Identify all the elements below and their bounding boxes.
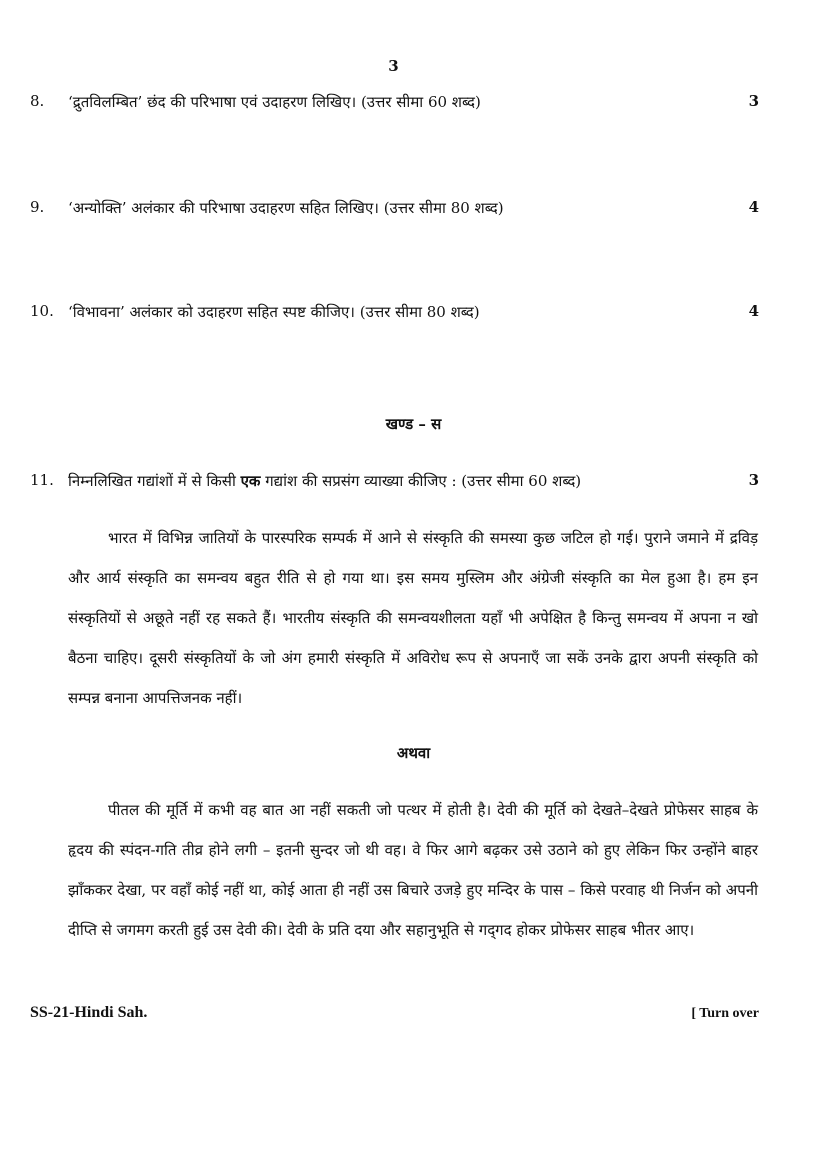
question-text: [68, 471, 581, 491]
section-heading: खण्ड – स: [385, 415, 442, 433]
question-number: 9.: [30, 198, 45, 216]
question-text-part: निम्नलिखित गद्यांशों में से किसी: [68, 472, 241, 490]
turn-over-note: [ Turn over: [691, 1006, 759, 1021]
or-heading: अथवा: [396, 744, 431, 762]
question-number: 11.: [30, 471, 54, 489]
question-text: ‘विभावना’ अलंकार को उदाहरण सहित स्पष्ट कीजिए। (उत्तर सीमा 80 शब्द): [68, 303, 480, 321]
question-text: ‘द्रुतविलम्बित’ छंद की परिभाषा एवं उदाहरण लिखिए। (उत्तर सीमा 60 शब्द): [68, 93, 481, 111]
passage-one: भारत में विभिन्न जातियों के पारस्परिक सम्पर्क में आने से संस्कृति की समस्या कुछ जटिल हो गई। पुराने जमाने में द्रविड़ और आर्य संस्कृति का समन्वय बहुत रीति से हो गया था। इस समय मुस्लिम और अंग्रेजी संस्कृति का मेल हुआ है। हम इन संस्कृतियों से अछूते नहीं रह सकते हैं। भारतीय संस्कृति की समन्वयशीलता यहाँ भी अपेक्षित है किन्तु समन्वय में अपना न खो बैठना चाहिए। दूसरी संस्कृतियों के जो अंग हमारी संस्कृति में अविरोध रूप से अपनाएँ जा सकें उनके द्वारा अपनी संस्कृति को सम्पन्न बनाना आपत्तिजनक नहीं।: [68, 529, 758, 707]
question-marks: 4: [748, 198, 759, 216]
question-marks: 3: [748, 92, 759, 110]
question-number: 8.: [30, 92, 45, 110]
paper-code: SS-21-Hindi Sah.: [30, 1004, 148, 1021]
question-text-part: गद्यांश की सप्रसंग व्याख्या कीजिए : (उत्तर सीमा 60 शब्द): [260, 472, 582, 490]
question-number: 10.: [30, 302, 54, 320]
question-marks: 3: [748, 471, 759, 489]
question-text: ‘अन्योक्ति’ अलंकार की परिभाषा उदाहरण सहित लिखिए। (उत्तर सीमा 80 शब्द): [68, 199, 504, 217]
question-text-emphasis: एक: [240, 472, 261, 490]
page-number: 3: [388, 57, 399, 75]
question-marks: 4: [748, 302, 759, 320]
passage-two: पीतल की मूर्ति में कभी वह बात आ नहीं सकती जो पत्थर में होती है। देवी की मूर्ति को देखते–देखते प्रोफेसर साहब के हृदय की स्पंदन-गति तीव्र होने लगी – इतनी सुन्दर जो थी वह। वे फिर आगे बढ़कर उसे उठाने को हुए लेकिन फिर उन्होंने बाहर झाँककर देखा, पर वहाँ कोई नहीं था, कोई आता ही नहीं उस बिचारे उजड़े हुए मन्दिर के पास – किसे परवाह थी निर्जन को अपनी दीप्ति से जगमग करती हुई उस देवी की। देवी के प्रति दया और सहानुभूति से गद्‌गद होकर प्रोफेसर साहब भीतर आए।: [68, 801, 758, 939]
